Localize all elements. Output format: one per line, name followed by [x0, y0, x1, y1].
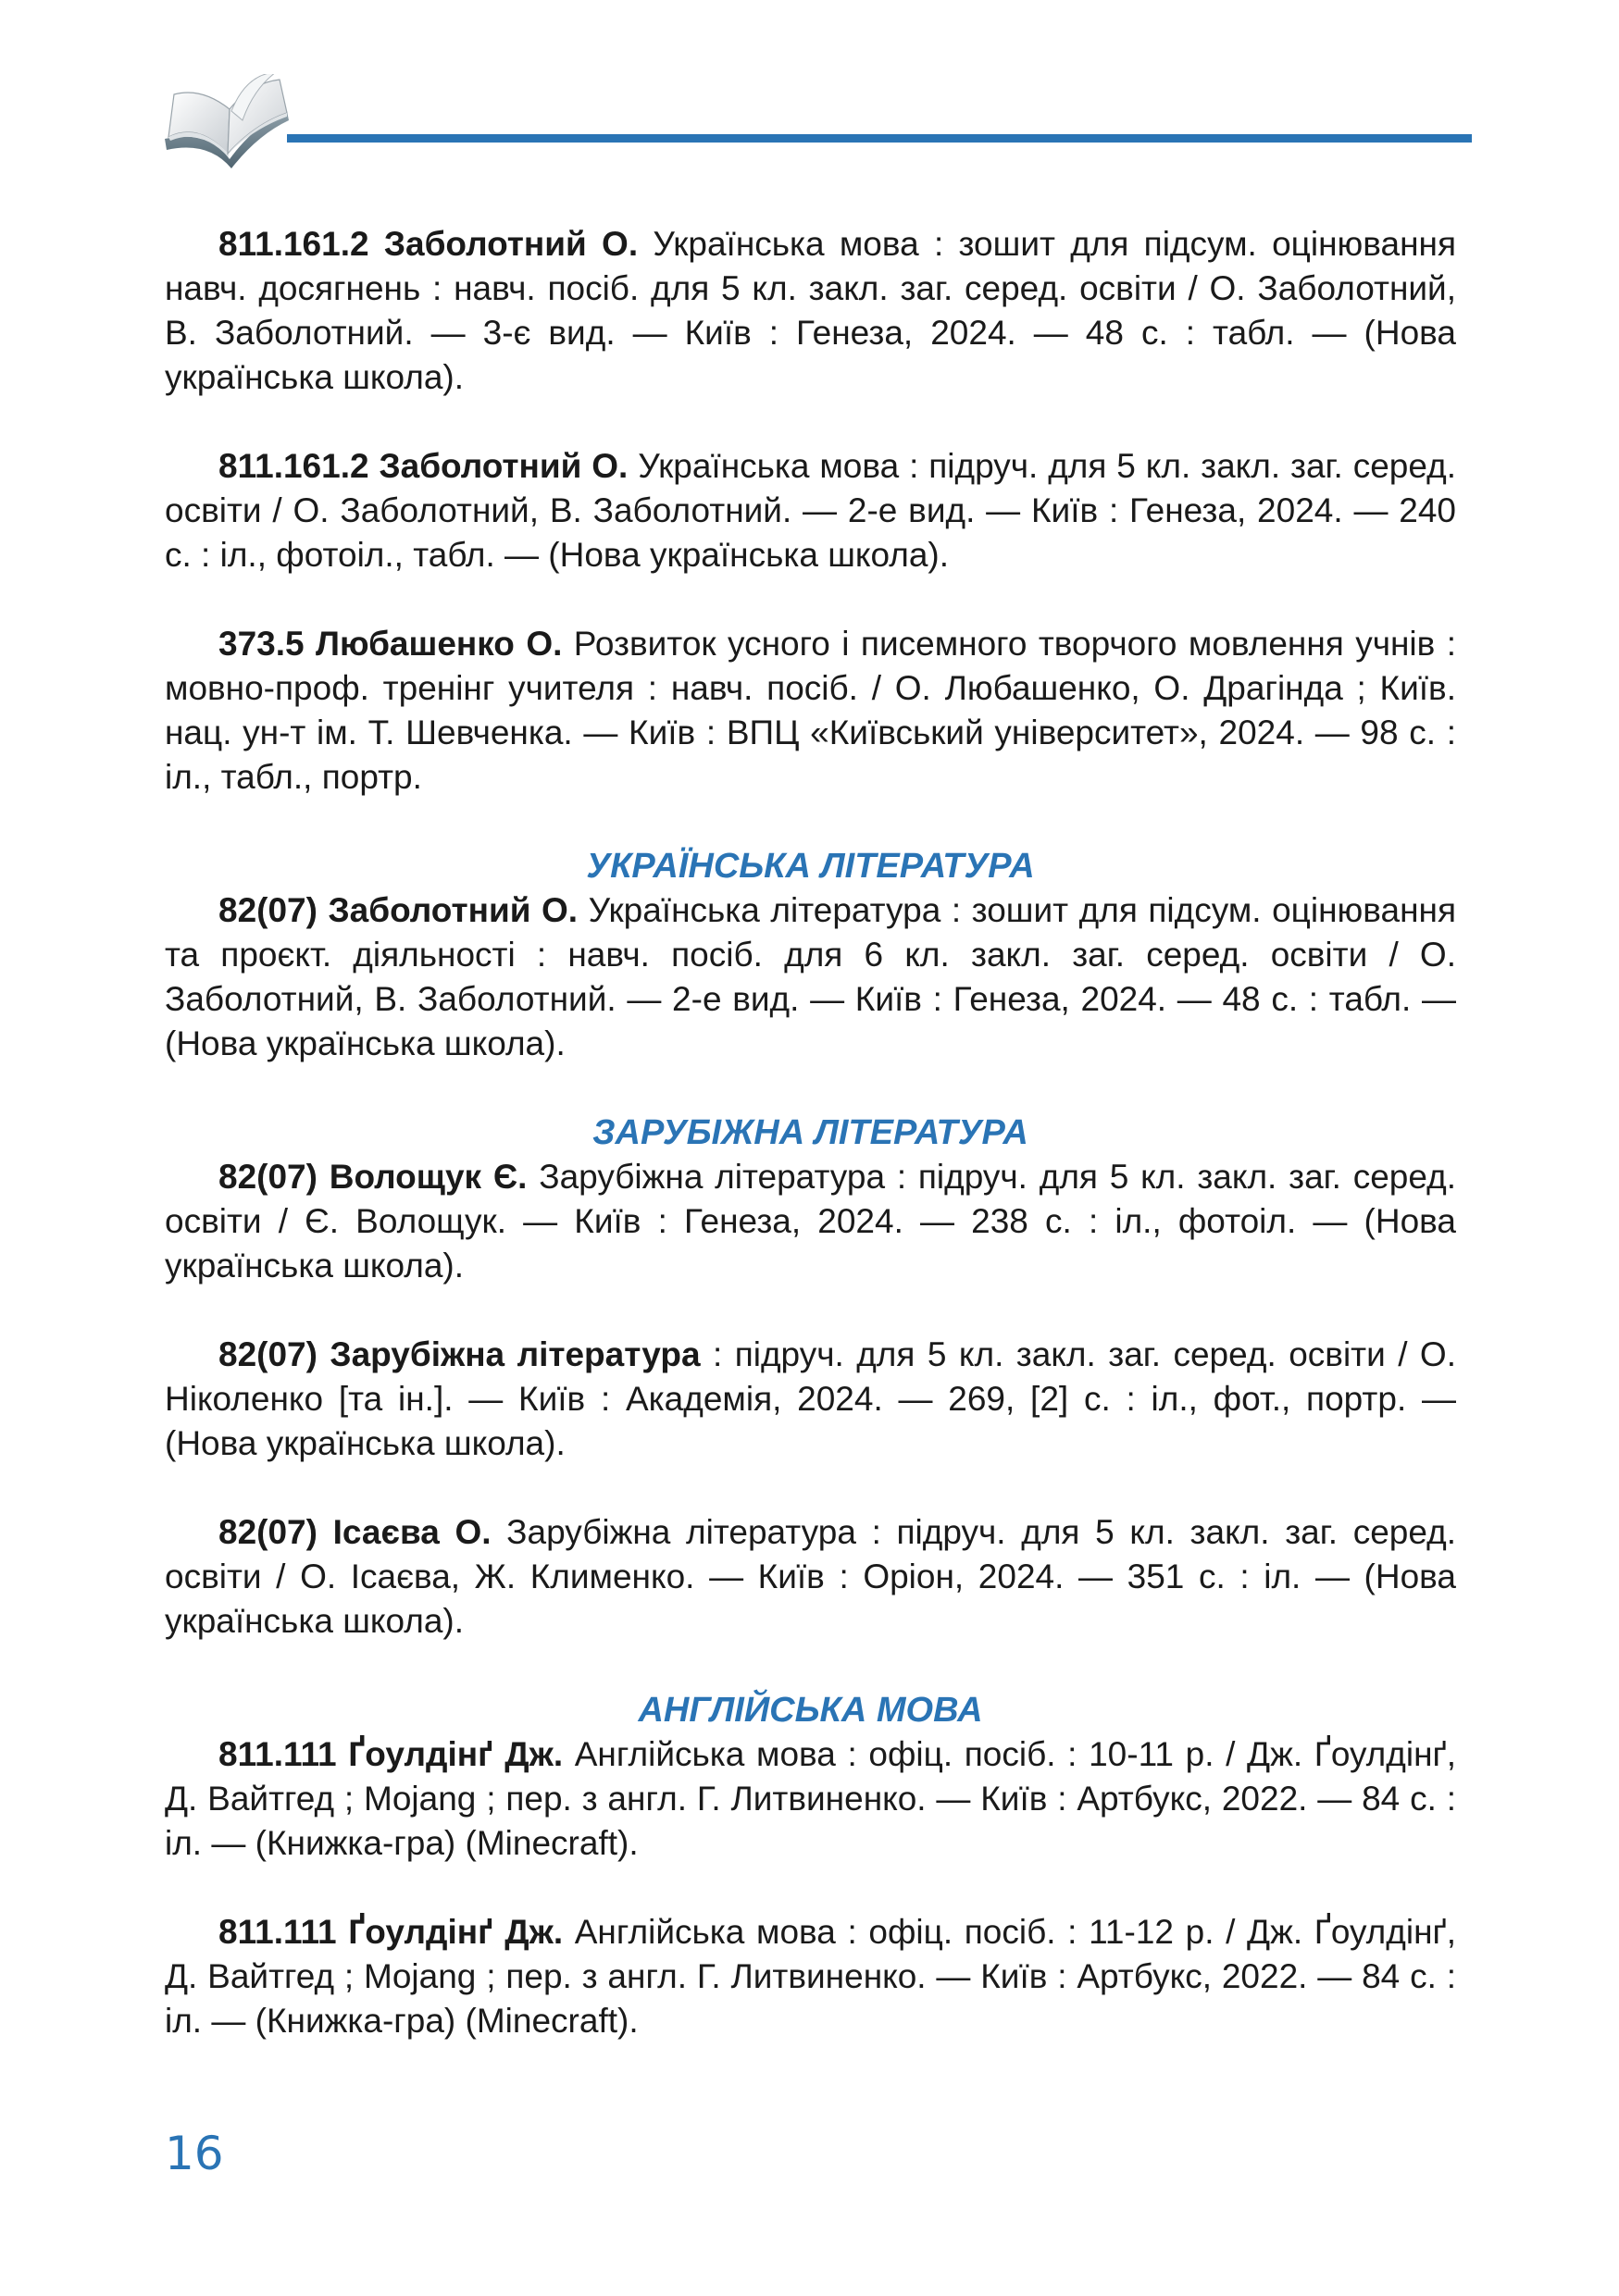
bibliography-entry	[165, 1732, 1456, 1866]
entry-description: Англійська мова : офіц. посіб. : 11-12 р. / Дж. Ґоулдінґ, Д. Вайтгед ; Mojang ; пер. з англ. Г. Литвиненко. — Київ : Артбукс, 2022. — 84 с. : іл. — (Книжка-гра) (Minecraft).	[165, 1913, 1456, 2040]
entry-heading: 82(07) Волощук Є.	[218, 1158, 528, 1196]
page-number: 16	[165, 2127, 224, 2180]
entry-heading: 811.161.2 Заболотний О.	[218, 447, 629, 485]
bibliography-entry	[165, 222, 1456, 400]
entry-description: Зарубіжна література : підруч. для 5 кл. закл. заг. серед. освіти / О. Ісаєва, Ж. Клименко. — Київ : Оріон, 2024. — 351 с. : іл. — (Нова українська школа).	[165, 1513, 1456, 1640]
bibliography-entry	[165, 1910, 1456, 2043]
section-title: УКРАЇНСЬКА ЛІТЕРАТУРА	[586, 847, 1035, 886]
entry-description: Українська мова : підруч. для 5 кл. закл. заг. серед. освіти / О. Заболотний, В. Заболотний. — 2-е вид. — Київ : Генеза, 2024. — 240 с. : іл., фотоіл., табл. — (Нова українська школа).	[165, 447, 1456, 574]
entry-description: Зарубіжна література : підруч. для 5 кл. закл. заг. серед. освіти / Є. Волощук. — Київ : Генеза, 2024. — 238 с. : іл., фотоіл. — (Нова українська школа).	[165, 1158, 1456, 1285]
bibliography-entry	[165, 622, 1456, 800]
entry-heading: 373.5 Любашенко О.	[218, 625, 563, 663]
bibliography-entry	[165, 444, 1456, 577]
section-foreign-literature	[165, 1111, 1456, 1644]
section-title: АНГЛІЙСЬКА МОВА	[638, 1691, 983, 1730]
bibliography-entry	[165, 1155, 1456, 1288]
section-ukrainian-language	[165, 222, 1456, 800]
entry-heading: 811.111 Ґоулдінґ Дж.	[218, 1735, 564, 1773]
open-book-icon	[157, 74, 296, 176]
entry-description: : підруч. для 5 кл. закл. заг. серед. освіти / О. Ніколенко [та ін.]. — Київ : Академія, 2024. — 269, [2] с. : іл., фот., портр. — (Нова українська школа).	[165, 1335, 1456, 1462]
entry-heading: 82(07) Зарубіжна література	[218, 1335, 701, 1373]
bibliography-content	[165, 222, 1456, 2043]
section-english-language	[165, 1688, 1456, 2043]
entry-description: Українська література : зошит для підсум. оцінювання та проєкт. діяльності : навч. посіб. для 6 кл. закл. заг. серед. освіти / О. Заболотний, В. Заболотний. — 2-е вид. — Київ : Генеза, 2024. — 48 с. : табл. — (Нова українська школа).	[165, 891, 1456, 1062]
bibliography-entry	[165, 1510, 1456, 1644]
page-header	[157, 74, 1472, 176]
bibliography-entry	[165, 1333, 1456, 1466]
header-rule	[287, 134, 1472, 143]
entry-description: Розвиток усного і писемного творчого мовлення учнів : мовно-проф. тренінг учителя : навч. посіб. / О. Любашенко, О. Драгінда ; Київ. нац. ун-т ім. Т. Шевченка. — Київ : ВПЦ «Київський університет», 2024. — 98 с. : іл., табл., портр.	[165, 625, 1456, 796]
section-title: ЗАРУБІЖНА ЛІТЕРАТУРА	[592, 1113, 1028, 1152]
section-ukrainian-literature	[165, 844, 1456, 1066]
entry-description: Українська мова : зошит для підсум. оцінювання навч. досягнень : навч. посіб. для 5 кл. закл. заг. серед. освіти / О. Заболотний, В. Заболотний. — 3-є вид. — Київ : Генеза, 2024. — 48 с. : табл. — (Нова українська школа).	[165, 225, 1456, 396]
entry-heading: 811.161.2 Заболотний О.	[218, 225, 639, 263]
entry-heading: 82(07) Заболотний О.	[218, 891, 579, 929]
entry-heading: 811.111 Ґоулдінґ Дж.	[218, 1913, 564, 1951]
entry-description: Англійська мова : офіц. посіб. : 10-11 р. / Дж. Ґоулдінґ, Д. Вайтгед ; Mojang ; пер. з англ. Г. Литвиненко. — Київ : Артбукс, 2022. — 84 с. : іл. — (Книжка-гра) (Minecraft).	[165, 1735, 1456, 1862]
bibliography-entry	[165, 888, 1456, 1066]
entry-heading: 82(07) Ісаєва О.	[218, 1513, 492, 1551]
